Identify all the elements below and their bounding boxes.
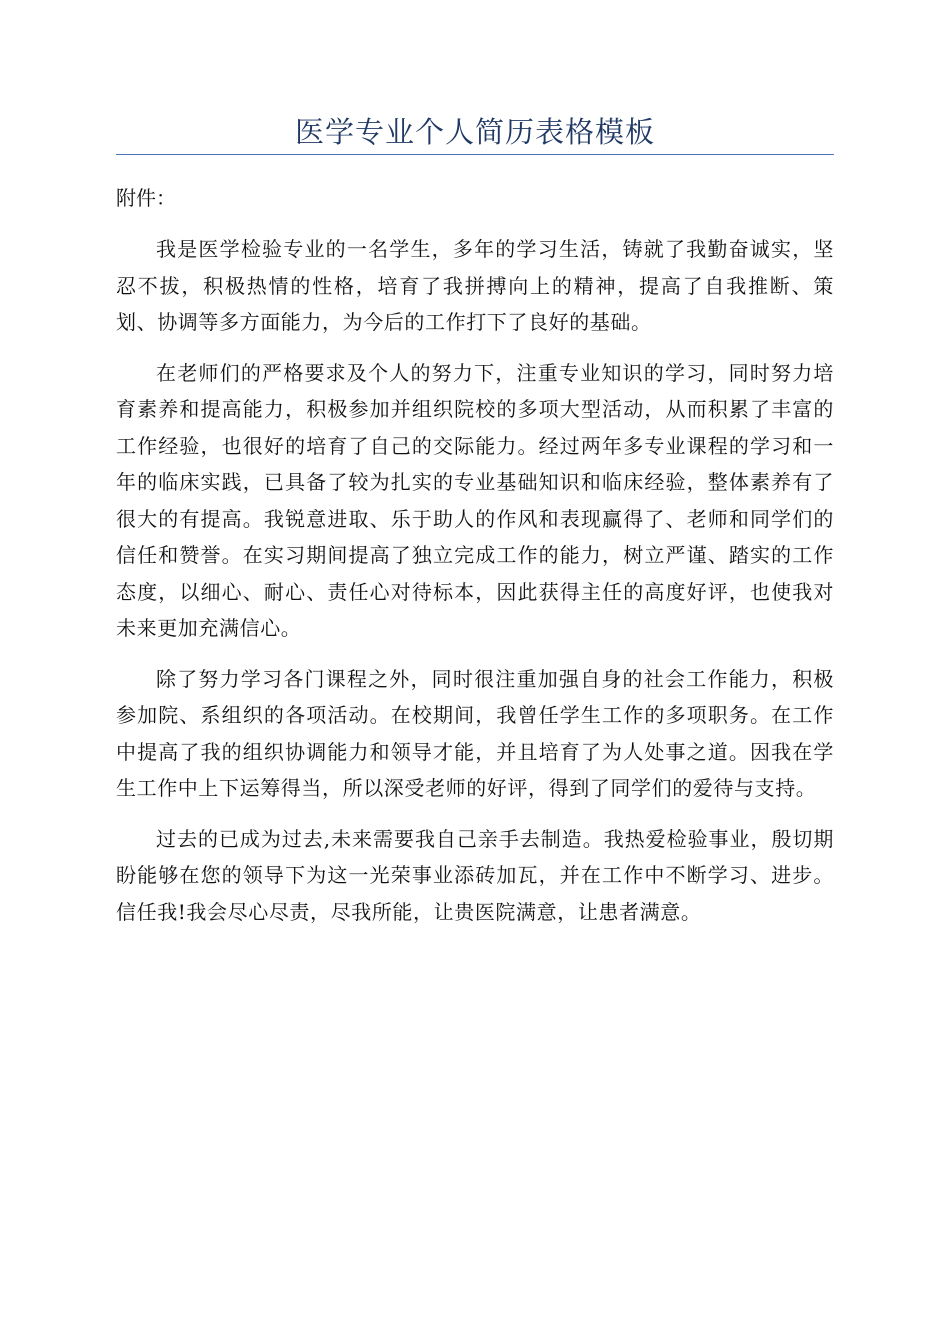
- paragraph-intro: 我是医学检验专业的一名学生，多年的学习生活，铸就了我勤奋诚实，坚忍不拔，积极热情的性格，培育了我拼搏向上的精神，提高了自我推断、策划、协调等多方面能力，为今后的工作打下了良好的基础。: [116, 237, 834, 334]
- attachment-label: 附件：: [116, 186, 176, 210]
- paragraph-study: 在老师们的严格要求及个人的努力下，注重专业知识的学习，同时努力培育素养和提高能力，积极参加并组织院校的多项大型活动，从而积累了丰富的工作经验，也很好的培育了自己的交际能力。经过两年多专业课程的学习和一年的临床实践，已具备了较为扎实的专业基础知识和临床经验，整体素养有了很大的有提高。我锐意进取、乐于助人的作风和表现赢得了、老师和同学们的信任和赞誉。在实习期间提高了独立完成工作的能力，树立严谨、踏实的工作态度，以细心、耐心、责任心对待标本，因此获得主任的高度好评，也使我对未来更加充满信心。: [116, 360, 834, 640]
- document-title: 医学专业个人简历表格模板: [294, 115, 655, 149]
- paragraph-closing: 过去的已成为过去,未来需要我自己亲手去制造。我热爱检验事业，殷切期盼能够在您的领导下为这一光荣事业添砖加瓦，并在工作中不断学习、进步。信任我!我会尽心尽责，尽我所能，让贵医院满意，让患者满意。: [116, 826, 834, 924]
- title-underline: [116, 154, 834, 155]
- document-body: [116, 231, 834, 944]
- paragraph-activities: 除了努力学习各门课程之外，同时很注重加强自身的社会工作能力，积极参加院、系组织的各项活动。在校期间，我曾任学生工作的多项职务。在工作中提高了我的组织协调能力和领导才能，并且培育了为人处事之道。因我在学生工作中上下运筹得当，所以深受老师的好评，得到了同学们的爱待与支持。: [116, 666, 834, 800]
